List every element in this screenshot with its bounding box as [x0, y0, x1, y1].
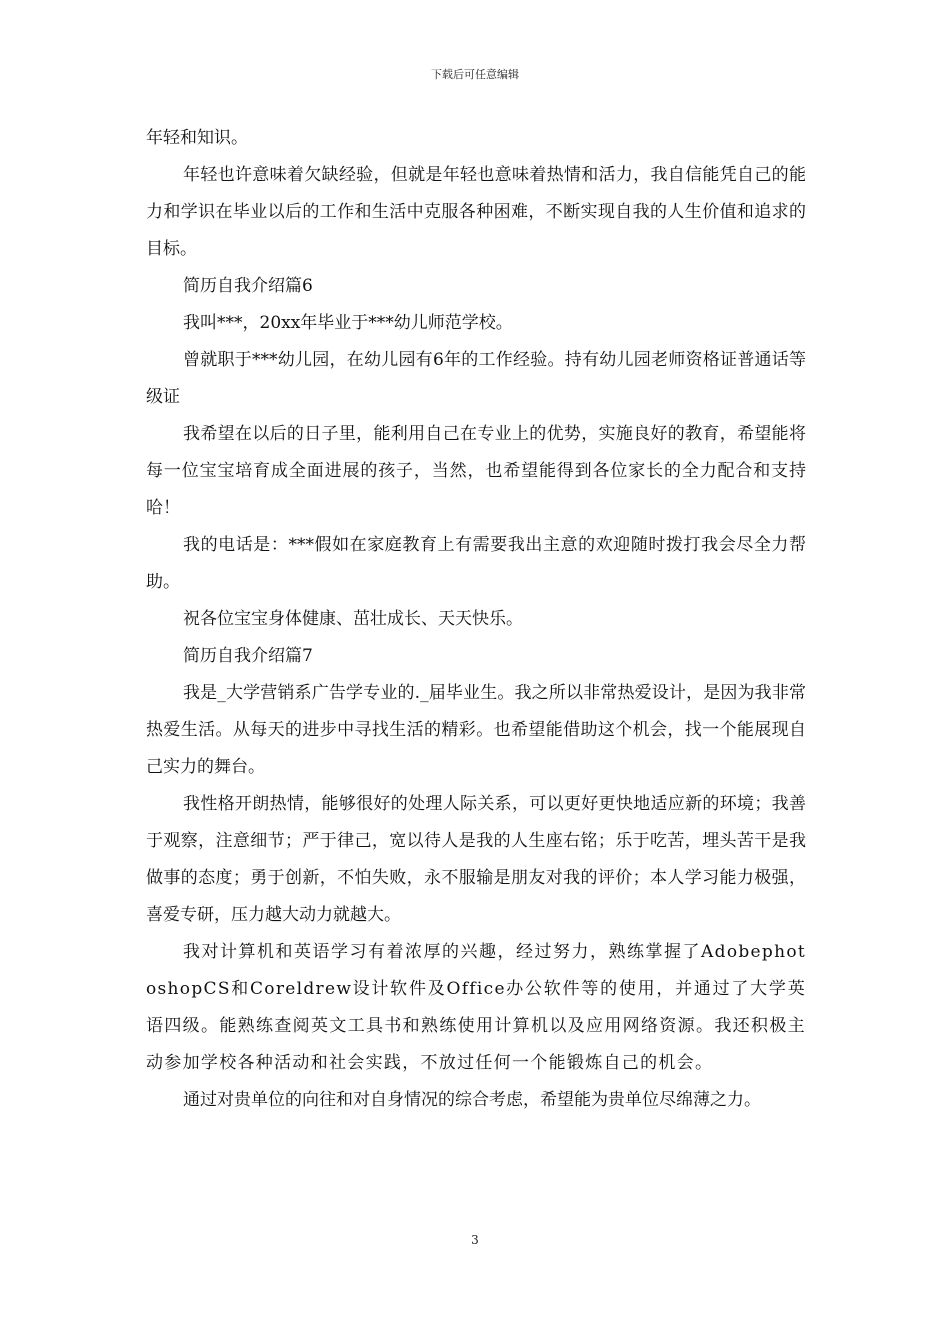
- section-heading-6: 简历自我介绍篇6: [183, 276, 313, 296]
- page-number: 3: [471, 1233, 479, 1247]
- paragraph-skills: 我对计算机和英语学习有着浓厚的兴趣，经过努力，熟练掌握了AdobephotoshopCS和Coreldrew设计软件及Office办公软件等的使用，并通过了大学英语四级。能熟练查阅英文工具书和熟练使用计算机以及应用网络资源。我还积极主动参加学校各种活动和社会实践，不放过任何一个能锻炼自己的机会。: [146, 942, 806, 1073]
- paragraph-hope: 我希望在以后的日子里，能利用自己在专业上的优势，实施良好的教育，希望能将每一位宝宝培育成全面进展的孩子，当然，也希望能得到各位家长的全力配合和支持哈！: [146, 424, 806, 518]
- paragraph-name: 我叫***，20xx年毕业于***幼儿师范学校。: [183, 313, 513, 333]
- section-heading-7: 简历自我介绍篇7: [183, 646, 313, 666]
- paragraph-personality: 我性格开朗热情，能够很好的处理人际关系，可以更好更快地适应新的环境；我善于观察，注意细节；严于律己，宽以待人是我的人生座右铭；乐于吃苦，埋头苦干是我做事的态度；勇于创新，不怕失败，永不服输是朋友对我的评价；本人学习能力极强，喜爱专研，压力越大动力就越大。: [146, 794, 806, 925]
- paragraph-wishes: 祝各位宝宝身体健康、茁壮成长、天天快乐。: [183, 609, 523, 629]
- paragraph-continuation: 年轻和知识。: [146, 128, 248, 148]
- page-header: 下载后可任意编辑: [431, 68, 519, 81]
- paragraph-phone: 我的电话是：***假如在家庭教育上有需要我出主意的欢迎随时拨打我会尽全力帮助。: [146, 535, 806, 592]
- paragraph-closing: 通过对贵单位的向往和对自身情况的综合考虑，希望能为贵单位尽绵薄之力。: [183, 1090, 761, 1110]
- paragraph-experience: 曾就职于***幼儿园，在幼儿园有6年的工作经验。持有幼儿园老师资格证普通话等级证: [146, 350, 806, 407]
- document-body: [146, 120, 806, 1119]
- paragraph-youth: 年轻也许意味着欠缺经验，但就是年轻也意味着热情和活力，我自信能凭自己的能力和学识在毕业以后的工作和生活中克服各种困难，不断实现自我的人生价值和追求的目标。: [146, 165, 806, 259]
- paragraph-graduate: 我是_大学营销系广告学专业的._届毕业生。我之所以非常热爱设计，是因为我非常热爱生活。从每天的进步中寻找生活的精彩。也希望能借助这个机会，找一个能展现自己实力的舞台。: [146, 683, 806, 777]
